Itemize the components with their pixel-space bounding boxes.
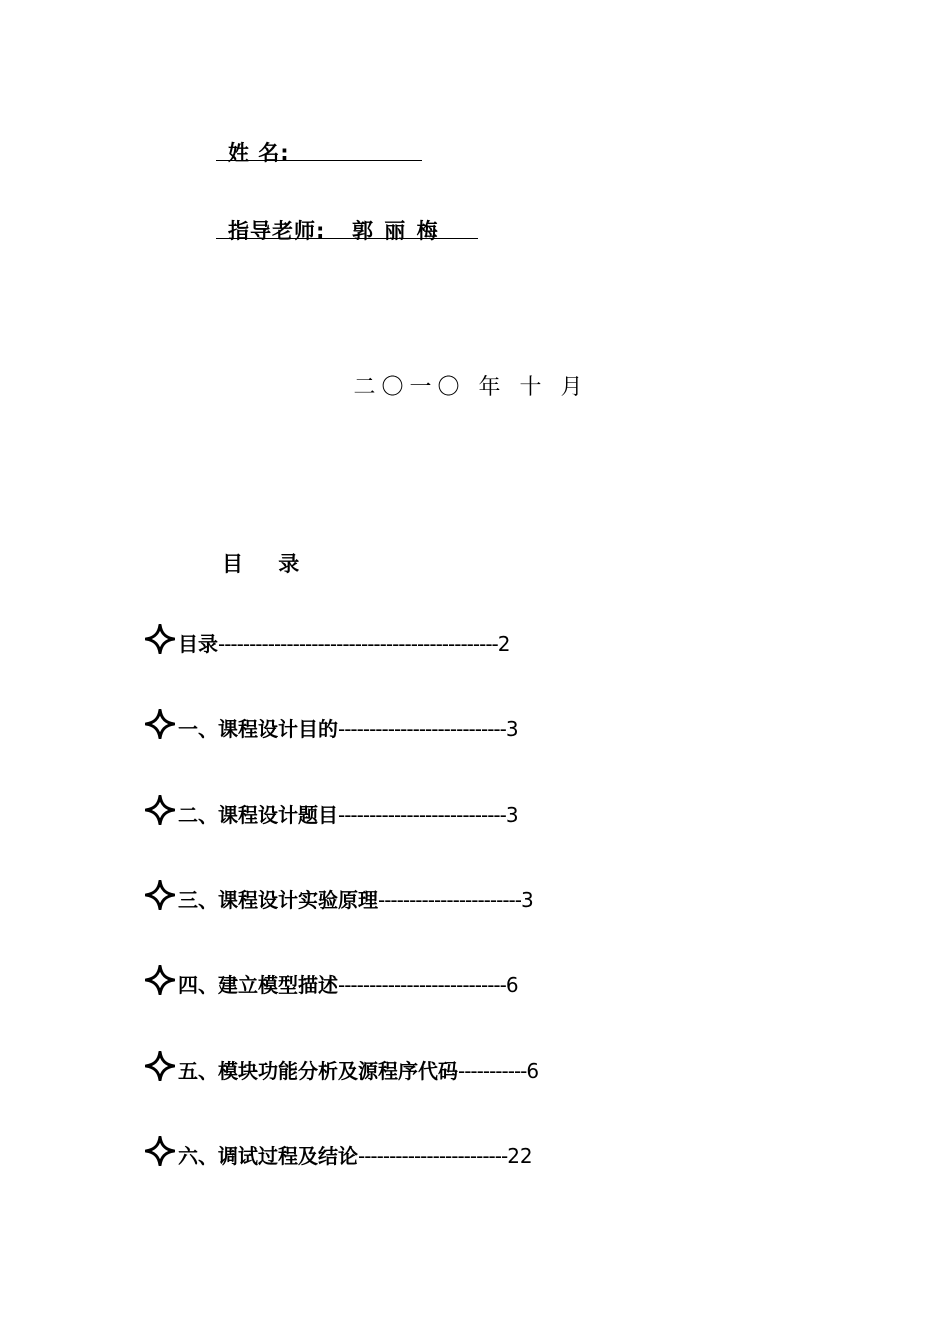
toc-entry-text: [178, 1055, 539, 1084]
four-point-star-bullet-icon: [145, 709, 175, 739]
toc-entry-page-number: 2: [497, 632, 511, 656]
toc-entry-text: [178, 969, 519, 998]
toc-entry-leader: -----------------------: [378, 888, 521, 912]
toc-entry-label: 五、模块功能分析及源程序代码: [178, 1059, 458, 1083]
toc-entry-text: [178, 628, 511, 657]
toc-entry-page-number: 3: [505, 803, 519, 827]
advisor-name: 郭 丽 梅: [352, 219, 440, 243]
name-label: 姓 名:: [228, 141, 290, 165]
toc-entry-label: 目录: [178, 632, 218, 656]
toc-title: 目 录: [222, 552, 314, 576]
four-point-star-bullet-icon: [145, 965, 175, 995]
toc-entry-label: 一、课程设计目的: [178, 717, 338, 741]
toc-entry-page-number: 3: [521, 888, 534, 912]
four-point-star-bullet-icon: [145, 624, 175, 654]
toc-entry-text: [178, 713, 519, 742]
toc-entry-label: 三、课程设计实验原理: [178, 888, 378, 912]
toc-entry-leader: ---------------------------: [338, 973, 506, 997]
toc-entry-label: 四、建立模型描述: [178, 973, 338, 997]
toc-entry-text: [178, 1140, 533, 1169]
toc-entry-page-number: 6: [526, 1059, 540, 1083]
date-text: 二〇一〇 年 十 月: [353, 375, 589, 400]
toc-entry-page-number: 6: [505, 973, 519, 997]
toc-entry-page-number: 3: [505, 717, 519, 741]
toc-entry-label: 二、课程设计题目: [178, 803, 338, 827]
four-point-star-bullet-icon: [145, 880, 175, 910]
toc-entry-page-number: 22: [507, 1144, 533, 1168]
toc-entry-leader: -----------: [458, 1059, 527, 1083]
toc-entry-text: [178, 884, 534, 913]
date-line: [0, 370, 950, 401]
four-point-star-bullet-icon: [145, 1136, 175, 1166]
toc-entry-text: [178, 799, 519, 828]
toc-entry-label: 六、调试过程及结论: [178, 1144, 358, 1168]
toc-entry-leader: ---------------------------: [338, 717, 506, 741]
toc-entry-leader: ---------------------------: [338, 803, 506, 827]
toc-entry-leader: ---------------------------------------------: [218, 632, 498, 656]
toc-entry-leader: ------------------------: [358, 1144, 508, 1168]
four-point-star-bullet-icon: [145, 1051, 175, 1081]
advisor-label: 指导老师:: [228, 219, 326, 243]
four-point-star-bullet-icon: [145, 795, 175, 825]
